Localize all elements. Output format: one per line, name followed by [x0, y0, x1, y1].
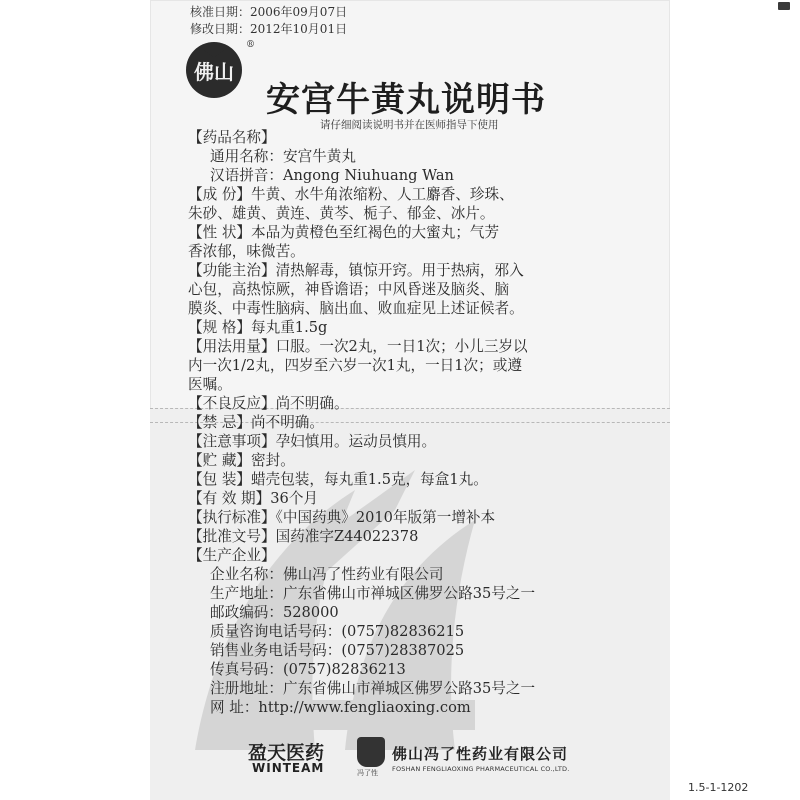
- leaflet-line: 注册地址：广东省佛山市禅城区佛罗公路35号之一: [210, 680, 536, 697]
- leaflet-line: 【规 格】每丸重1.5g: [188, 319, 328, 336]
- emblem-caption: 冯了性: [357, 769, 378, 777]
- leaflet-line: 【功能主治】清热解毒，镇惊开窍。用于热病，邪入: [188, 262, 524, 279]
- leaflet-line: 传真号码：(0757)82836213: [210, 661, 406, 678]
- leaflet-line: 【执行标准】《中国药典》2010年版第一增补本: [188, 509, 496, 526]
- leaflet-line: 香浓郁，味微苦。: [188, 243, 305, 260]
- brand-name-en: WINTEAM: [252, 761, 325, 775]
- leaflet-line: 销售业务电话号码：(0757)28387025: [210, 642, 465, 659]
- leaflet-line: 【成 份】牛黄、水牛角浓缩粉、人工麝香、珍珠、: [188, 186, 514, 203]
- leaflet-line: 【不良反应】尚不明确。: [188, 395, 349, 412]
- leaflet-line: 医嘱。: [188, 376, 232, 393]
- leaflet-line: 朱砂、雄黄、黄连、黄芩、栀子、郁金、冰片。: [188, 205, 495, 222]
- registered-mark: ®: [246, 40, 255, 50]
- leaflet-line: 心包，高热惊厥，神昏谵语；中风昏迷及脑炎、脑: [188, 281, 510, 298]
- leaflet-line: 通用名称：安宫牛黄丸: [210, 148, 356, 165]
- document-title: 安宫牛黄丸说明书: [266, 80, 546, 120]
- leaflet-line: 汉语拼音：Angong Niuhuang Wan: [210, 167, 454, 184]
- leaflet-line: 邮政编码：528000: [210, 604, 339, 621]
- leaflet-line: 网 址：http://www.fengliaoxing.com: [210, 699, 471, 716]
- approval-date: 核准日期：2006年09月07日: [190, 5, 348, 19]
- brand-name-cn: 盈天医药: [248, 742, 325, 764]
- company-name-en: FOSHAN FENGLIAOXING PHARMACEUTICAL CO.,LTD.: [392, 765, 570, 773]
- leaflet-line: 内一次1/2丸，四岁至六岁一次1丸，一日1次；或遵: [188, 357, 522, 374]
- leaflet-line: 【性 状】本品为黄橙色至红褐色的大蜜丸；气芳: [188, 224, 500, 241]
- logo-pagoda-icon: [189, 44, 239, 58]
- leaflet-line: 【用法用量】口服。一次2丸，一日1次；小儿三岁以: [188, 338, 528, 355]
- leaflet-body: [188, 128, 668, 717]
- leaflet-line: 【包 装】蜡壳包装，每丸重1.5克，每盒1丸。: [188, 471, 488, 488]
- leaflet-line: 【贮 藏】密封。: [188, 452, 295, 469]
- document-subtitle: 请仔细阅读说明书并在医师指导下使用: [320, 119, 499, 131]
- logo-text: 佛山: [194, 59, 234, 84]
- leaflet-line: 【有 效 期】36个月: [188, 490, 319, 507]
- leaflet-line: 【注意事项】孕妇慎用。运动员慎用。: [188, 433, 437, 450]
- company-emblem-icon: [357, 737, 385, 767]
- leaflet-line: 【批准文号】国药准字Z44022378: [188, 528, 419, 545]
- company-name-cn: 佛山冯了性药业有限公司: [392, 745, 569, 763]
- leaflet-line: 【生产企业】: [188, 547, 276, 564]
- scan-mark: [778, 2, 790, 10]
- leaflet-line: 【禁 忌】尚不明确。: [188, 414, 324, 431]
- leaflet-line: 生产地址：广东省佛山市禅城区佛罗公路35号之一: [210, 585, 536, 602]
- leaflet-line: 【药品名称】: [188, 129, 276, 146]
- date-block: [190, 4, 347, 38]
- revision-date: 修改日期：2012年10月01日: [190, 22, 348, 36]
- leaflet-line: 质量咨询电话号码：(0757)82836215: [210, 623, 465, 640]
- leaflet-line: 企业名称：佛山冯了性药业有限公司: [210, 566, 444, 583]
- document-code: 1.5-1-1202: [688, 781, 749, 794]
- leaflet-line: 膜炎、中毒性脑病、脑出血、败血症见上述证候者。: [188, 300, 524, 317]
